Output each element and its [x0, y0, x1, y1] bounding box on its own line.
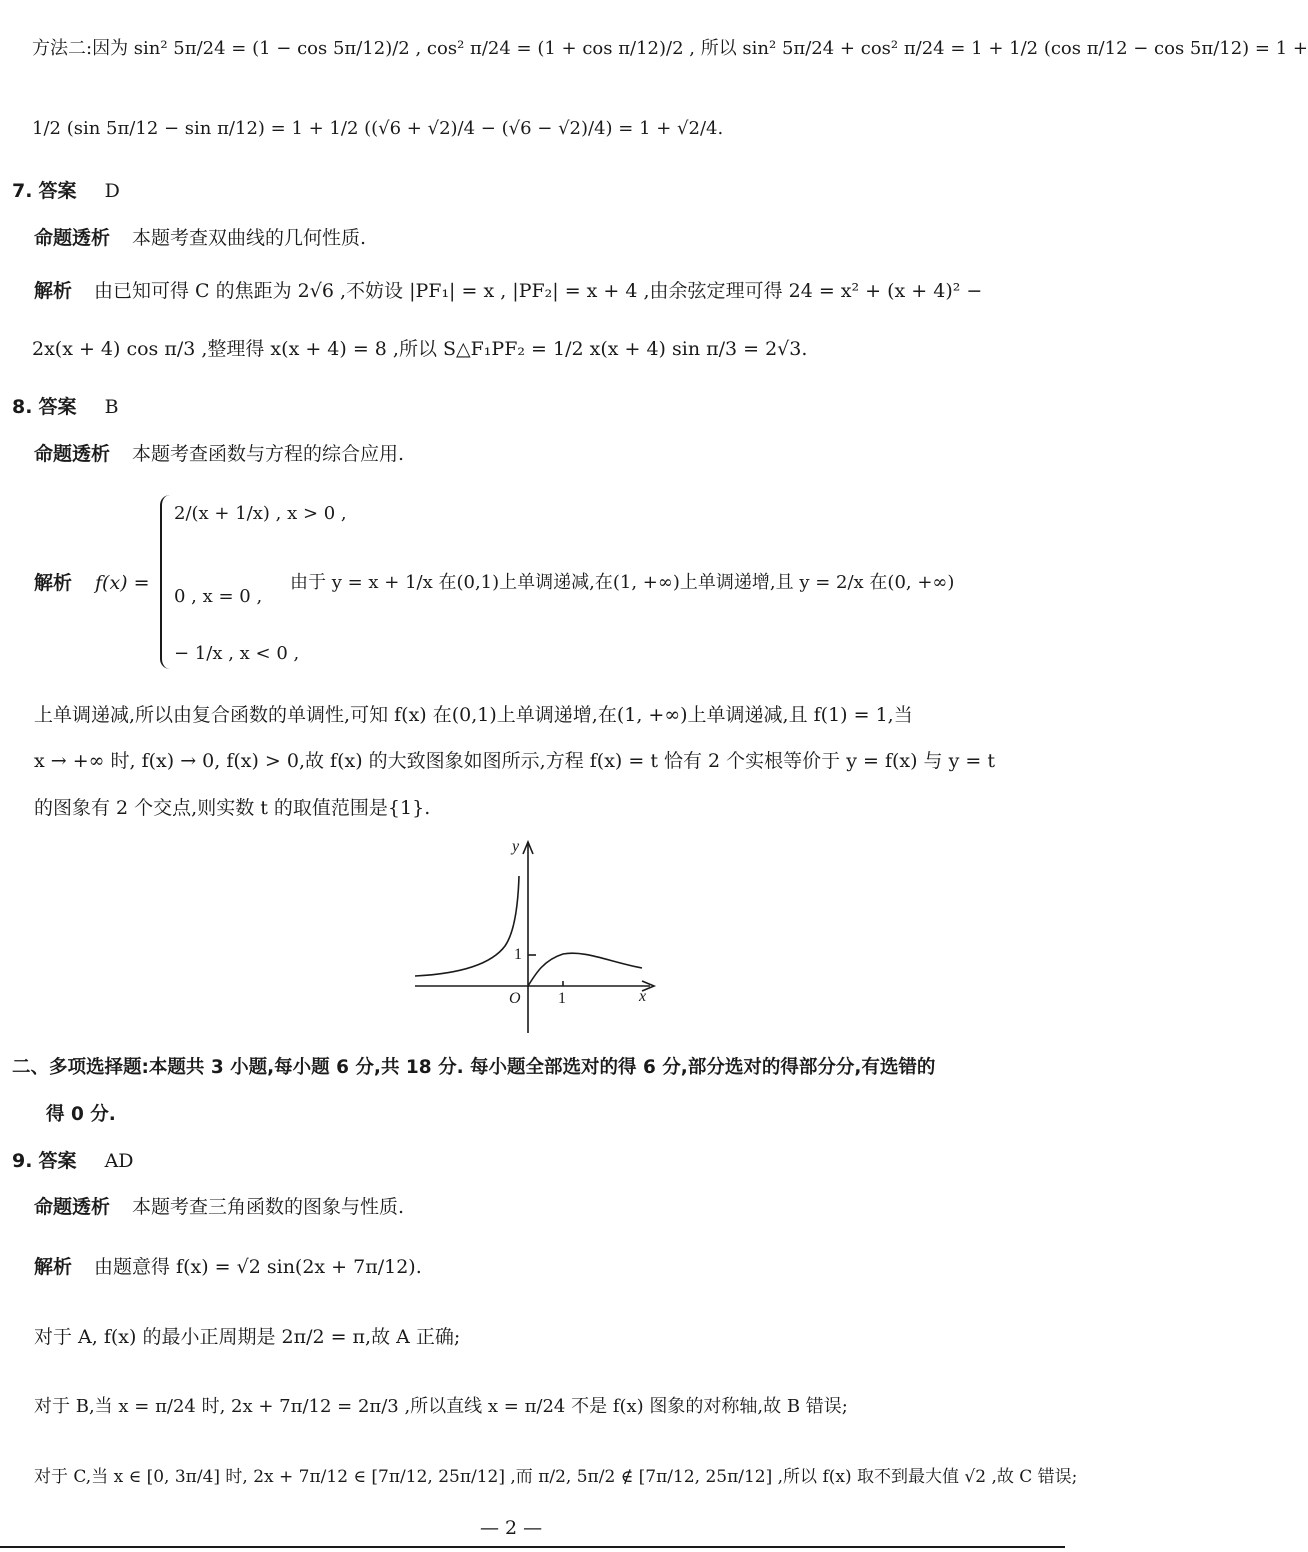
q8-number: 8. — [12, 396, 33, 418]
q8-answer-row — [12, 396, 119, 419]
graph-y-tick-label: 1 — [514, 946, 522, 963]
q9-answer-label: 答案 — [38, 1150, 77, 1172]
section2-line2: 得 0 分. — [46, 1104, 116, 1125]
q9-solution: 由题意得 f(x) = √2 sin(2x + 7π/12). — [94, 1256, 422, 1278]
q9-analysis: 本题考查三角函数的图象与性质. — [132, 1196, 405, 1218]
q9-answer-row — [12, 1150, 134, 1173]
q7-number: 7. — [12, 180, 33, 202]
q7-answer-label: 答案 — [38, 180, 77, 202]
q8-solution-tail: 由于 y = x + 1/x 在(0,1)上单调递减,在(1, +∞)上单调递增,且 y = 2/x 在(0, +∞) — [290, 572, 955, 593]
page-number: — 2 — — [480, 1517, 543, 1539]
q8-case3: − 1/x , x < 0 , — [174, 643, 300, 664]
q7-solution-line1: 由已知可得 C 的焦距为 2√6 ,不妨设 |PF₁| = x , |PF₂| = x + 4 ,由余弦定理可得 24 = x² + (x + 4)² − — [94, 280, 983, 302]
method2-line2: 1/2 (sin 5π/12 − sin π/12) = 1 + 1/2 ((√6 + √2)/4 − (√6 − √2)/4) = 1 + √2/4. — [32, 118, 724, 139]
q7-solution-label: 解析 — [34, 280, 73, 302]
graph-x-tick-label: 1 — [558, 990, 566, 1007]
q7-answer: D — [104, 180, 120, 202]
q9-item-a: 对于 A, f(x) 的最小正周期是 2π/2 = π,故 A 正确; — [34, 1326, 461, 1348]
q7-solution-row — [34, 280, 982, 303]
section2-line1: 二、多项选择题:本题共 3 小题,每小题 6 分,共 18 分. 每小题全部选对的得 6 分,部分选对的得部分分,有选错的 — [12, 1057, 936, 1078]
graph-y-label: y — [512, 838, 520, 855]
q8-para2-line2: x → +∞ 时, f(x) → 0, f(x) > 0,故 f(x) 的大致图象如图所示,方程 f(x) = t 恰有 2 个实根等价于 y = f(x) 与 y = t — [34, 750, 995, 772]
q8-analysis: 本题考查函数与方程的综合应用. — [132, 443, 405, 465]
curve-negative-branch — [415, 876, 519, 976]
q9-solution-label: 解析 — [34, 1256, 73, 1278]
function-graph — [410, 838, 660, 1038]
q8-answer: B — [104, 396, 119, 418]
q8-analysis-row — [34, 443, 404, 466]
q7-analysis-row — [34, 227, 366, 250]
q7-answer-row — [12, 180, 120, 203]
q8-piecewise-lhs: f(x) = — [95, 572, 150, 594]
curve-positive-branch — [528, 953, 642, 986]
q8-case2: 0 , x = 0 , — [174, 586, 263, 607]
q7-solution-line2: 2x(x + 4) cos π/3 ,整理得 x(x + 4) = 8 ,所以 S△F₁PF₂ = 1/2 x(x + 4) sin π/3 = 2√3. — [32, 338, 808, 360]
graph-x-label: x — [639, 988, 647, 1005]
bottom-rule — [0, 1546, 1065, 1548]
q9-analysis-row — [34, 1196, 404, 1219]
q8-solution-label: 解析 — [34, 572, 73, 594]
q8-answer-label: 答案 — [38, 396, 77, 418]
q8-case1: 2/(x + 1/x) , x > 0 , — [174, 503, 347, 524]
q8-analysis-label: 命题透析 — [34, 443, 111, 465]
q9-solution-row — [34, 1256, 422, 1279]
q7-analysis: 本题考查双曲线的几何性质. — [132, 227, 367, 249]
q9-answer: AD — [104, 1150, 134, 1172]
q9-item-b: 对于 B,当 x = π/24 时, 2x + 7π/12 = 2π/3 ,所以直线 x = π/24 不是 f(x) 图象的对称轴,故 B 错误; — [34, 1396, 848, 1417]
q9-item-c: 对于 C,当 x ∈ [0, 3π/4] 时, 2x + 7π/12 ∈ [7π/12, 25π/12] ,而 π/2, 5π/2 ∉ [7π/12, 25π/12] ,所以 f(x) 取不到最大值 √2 ,故 C 错误; — [34, 1467, 1078, 1487]
piecewise-brace — [160, 495, 170, 669]
q9-analysis-label: 命题透析 — [34, 1196, 111, 1218]
method2-line1: 方法二:因为 sin² 5π/24 = (1 − cos 5π/12)/2 , cos² π/24 = (1 + cos π/12)/2 , 所以 sin² 5π/24 + cos² π/24 = 1 + 1/2 (cos π/12 − cos 5π/12) = 1 + — [32, 38, 1308, 59]
q9-number: 9. — [12, 1150, 33, 1172]
graph-origin-label: O — [509, 990, 521, 1007]
q7-analysis-label: 命题透析 — [34, 227, 111, 249]
q8-para2-line3: 的图象有 2 个交点,则实数 t 的取值范围是{1}. — [34, 797, 431, 819]
q8-para2-line1: 上单调递减,所以由复合函数的单调性,可知 f(x) 在(0,1)上单调递增,在(1, +∞)上单调递减,且 f(1) = 1,当 — [34, 704, 913, 726]
